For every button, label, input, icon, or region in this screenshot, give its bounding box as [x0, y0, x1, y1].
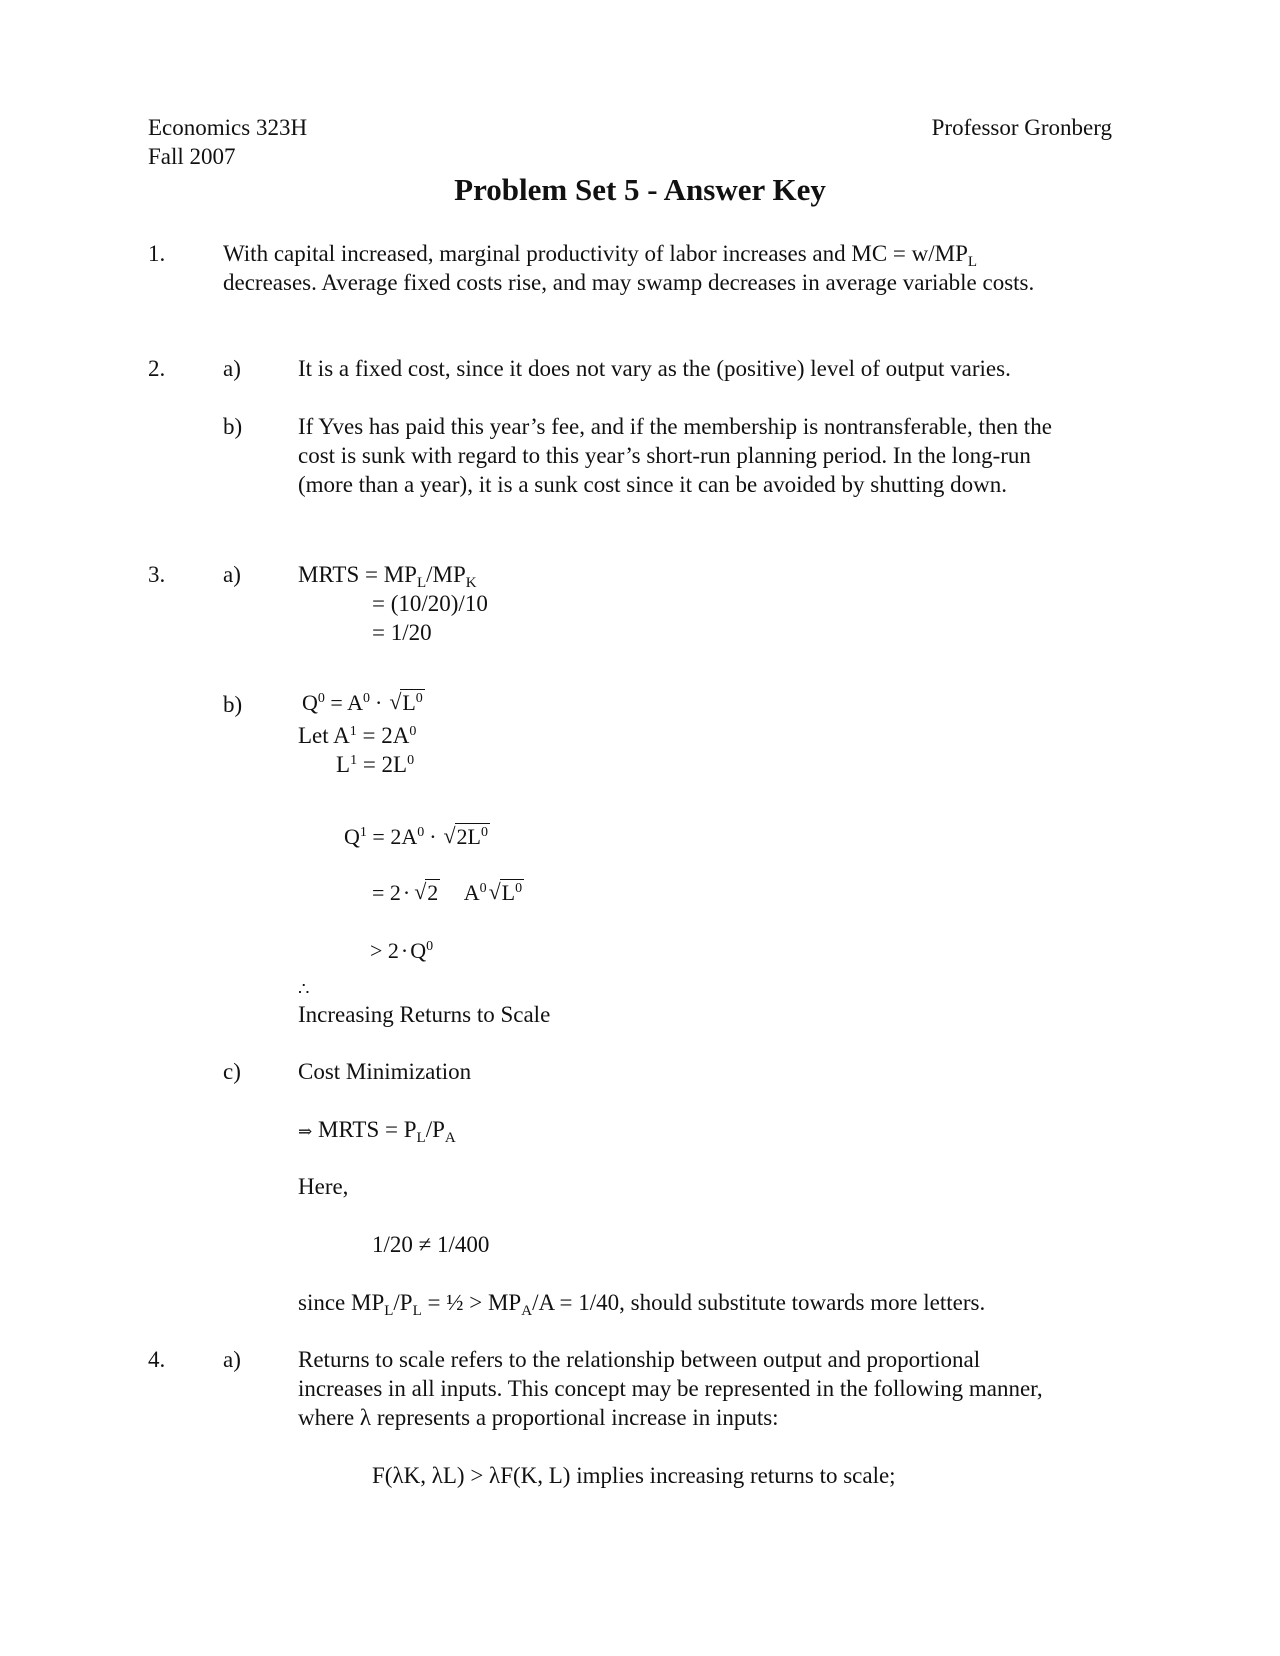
q3b-let-l: $L^1 = 2L^0$ — [336, 752, 415, 777]
sqrt-symbol: √ $L^0$ — [389, 689, 423, 715]
sqrt-symbol: √ 2 — [414, 879, 439, 905]
q1-line-1: With capital increased, marginal productivity of labor increases and MC = $w/MP_L$ — [223, 241, 978, 270]
q2b-line-1: If Yves has paid this year’s fee, and if the membership is nontransferable, then the — [298, 414, 1052, 439]
q4a-line-2: increases in all inputs. This concept may be represented in the following manner, — [298, 1376, 1043, 1401]
course-term: Fall 2007 — [148, 144, 236, 169]
q3a-step-2: = 1/20 — [372, 620, 432, 645]
sqrt-symbol: √ $L^0$ — [488, 879, 523, 905]
q3c-inequality: 1/20 ≠ 1/400 — [372, 1232, 490, 1257]
therefore-symbol: ∴ — [298, 979, 310, 999]
sqrt-symbol: √ $2L^0$ — [443, 823, 488, 849]
q1-number: 1. — [148, 241, 166, 266]
professor-name: Professor Gronberg — [931, 115, 1112, 140]
q2a-text: It is a fixed cost, since it does not vary as the (positive) level of output varies. — [298, 356, 1011, 381]
q2b-line-3: (more than a year), it is a sunk cost since it can be avoided by shutting down. — [298, 472, 1007, 497]
q4a-label: a) — [223, 1347, 241, 1372]
q3c-label: c) — [223, 1059, 241, 1084]
q2b-label: b) — [223, 414, 243, 439]
q3b-q1-equation: $Q^1 = 2A^0$ · √ $2L^0$ — [344, 823, 488, 849]
q4a-formula: F(λK, λL) > λF(K, L) implies increasing returns to scale; — [372, 1463, 896, 1488]
q3c-since-line: since $MP_L/P_L$ = ½ > $MP_A/A = 1/40$, should substitute towards more letters. — [298, 1290, 986, 1319]
q4a-line-3: where λ represents a proportional increase in inputs: — [298, 1405, 779, 1430]
q3c-here: Here, — [298, 1174, 349, 1199]
q2-number: 2. — [148, 356, 166, 381]
q3b-conclusion: Increasing Returns to Scale — [298, 1002, 551, 1027]
q3b-q1-expanded: = 2· √ 2 $A^0$ √ $L^0$ — [372, 879, 523, 905]
q3b-production-function: $Q^0 = A^0$ · √ $L^0$ — [302, 689, 423, 715]
q2b-line-2: cost is sunk with regard to this year’s short-run planning period. In the long-run — [298, 443, 1031, 468]
implies-arrow-icon: ⇒ — [298, 1122, 313, 1141]
q3b-let-a: Let $A^1 = 2A^0$ — [298, 723, 417, 748]
q3c-heading: Cost Minimization — [298, 1059, 472, 1084]
q1-line-2: decreases. Average fixed costs rise, and may swamp decreases in average variable costs. — [223, 270, 1035, 295]
q3a-step-1: = (10/20)/10 — [372, 591, 488, 616]
q3b-label: b) — [223, 692, 243, 717]
q3a-label: a) — [223, 562, 241, 587]
q4-number: 4. — [148, 1347, 166, 1372]
course-name: Economics 323H — [148, 115, 308, 140]
page-title: Problem Set 5 - Answer Key — [454, 172, 826, 207]
q4a-line-1: Returns to scale refers to the relationship between output and proportional — [298, 1347, 981, 1372]
q3a-mrts-line: MRTS = $MP_L/MP_K$ — [298, 562, 477, 591]
q3c-mrts-condition: ⇒ MRTS = $P_L/P_A$ — [298, 1117, 456, 1146]
q3b-q1-inequality: > $2\cdot Q^0$ — [370, 938, 434, 963]
q3-number: 3. — [148, 562, 166, 587]
q2a-label: a) — [223, 356, 241, 381]
